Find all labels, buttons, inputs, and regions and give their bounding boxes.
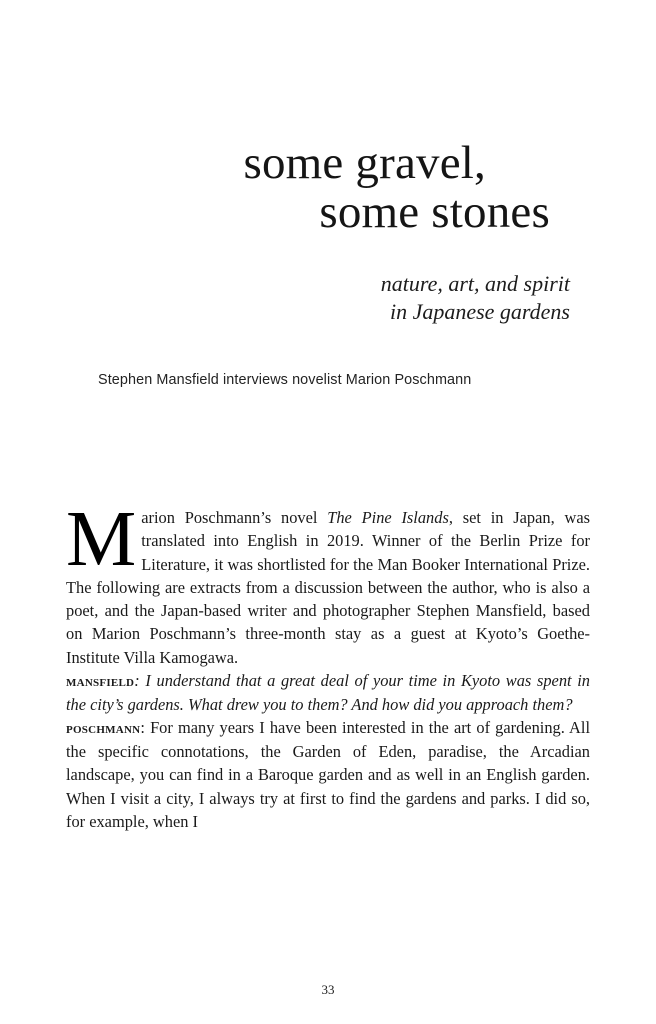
answer-separator: : (140, 718, 145, 738)
article-subtitle (66, 270, 570, 326)
page-number: 33 (321, 982, 335, 997)
speaker-label-mansfield: mansfield (66, 673, 135, 691)
interview-answer (66, 716, 590, 833)
question-separator: : (134, 671, 140, 691)
article-masthead (66, 137, 570, 389)
question-text: I understand that a great deal of your time in Kyoto was spent in the city’s gardens. What drew you to them? And how did you approach them? (66, 671, 590, 714)
article-title-line-2: some stones (319, 186, 550, 238)
article-byline: Stephen Mansfield interviews novelist Marion Poschmann (98, 372, 472, 389)
interview-question (66, 669, 590, 716)
lead-text-before-book-title: Marion Poschmann’s novel (66, 496, 328, 583)
book-title: The Pine Islands (327, 508, 449, 527)
lead-text-after-book-title: , set in Japan, was translated into English in 2019. Winner of the Berlin Prize for Literature, it was shortlisted for the Man Booker International Prize. The following are extracts from a discussion between the author, who is also a poet, and the Japan-based writer and photographer Stephen Mansfield, based on Marion Poschmann’s three-month stay as a guest at Kyoto’s Goethe-Institute Villa Kamogawa. (66, 508, 590, 667)
article-subtitle-line-2: in Japanese gardens (389, 299, 570, 325)
article-body (66, 496, 590, 833)
lead-paragraph (66, 496, 590, 669)
article-title-line-1: some gravel, (243, 137, 486, 189)
article-title (66, 137, 570, 238)
answer-text: For many years I have been interested in the art of gardening. All the specific connotations, the Garden of Eden, paradise, the Arcadian landscape, you can find in a Baroque garden and as well in an English garden. When I visit a city, I always try at first to find the gardens and parks. I did so, for example, when I (66, 718, 590, 832)
article-subtitle-line-1: nature, art, and spirit (380, 271, 570, 296)
speaker-label-poschmann: poschmann (66, 720, 141, 738)
